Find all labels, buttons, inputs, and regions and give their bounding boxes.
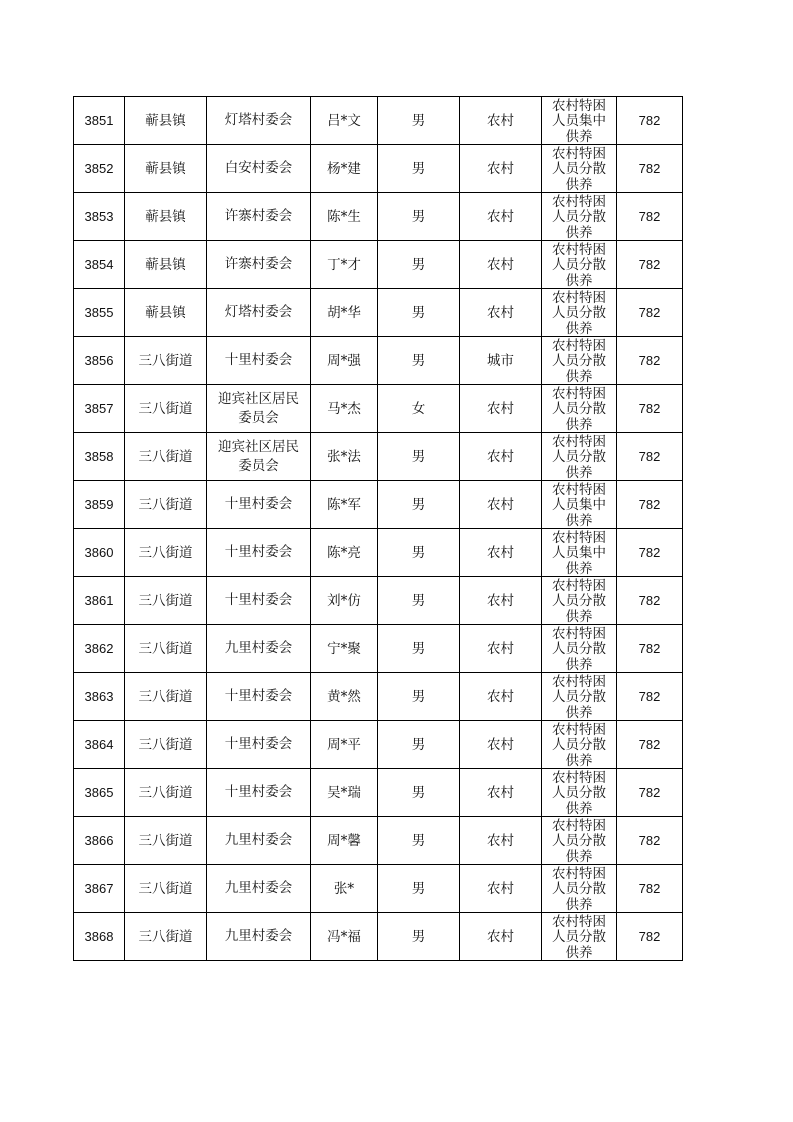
cell-type-text: 农村特困人员分散供养 [552,241,606,288]
cell-town: 三八街道 [125,337,207,385]
cell-gender: 男 [378,481,460,529]
records-table [73,96,683,961]
cell-village [207,193,311,241]
cell-gender: 男 [378,97,460,145]
cell-amount: 782 [617,433,683,481]
cell-amount: 782 [617,481,683,529]
table-row [74,193,683,241]
cell-village-text: 灯塔村委会 [224,304,293,320]
cell-area: 农村 [460,769,542,817]
cell-gender: 男 [378,913,460,961]
table-row [74,769,683,817]
table-row [74,481,683,529]
cell-id: 3864 [74,721,125,769]
cell-village-text: 十里村委会 [224,592,293,608]
cell-type-text: 农村特困人员分散供养 [552,145,606,192]
cell-gender: 男 [378,193,460,241]
cell-village [207,481,311,529]
cell-village [207,817,311,865]
cell-type-text: 农村特困人员分散供养 [552,625,606,672]
cell-gender: 男 [378,721,460,769]
cell-amount: 782 [617,385,683,433]
cell-name: 张* [311,865,378,913]
cell-village-text: 九里村委会 [224,880,293,896]
table-body [74,97,683,961]
cell-amount: 782 [617,577,683,625]
cell-name: 周*强 [311,337,378,385]
cell-gender: 女 [378,385,460,433]
cell-village [207,721,311,769]
cell-village [207,433,311,481]
cell-amount: 782 [617,193,683,241]
cell-village [207,337,311,385]
cell-village [207,97,311,145]
table-row [74,913,683,961]
cell-village-text: 白安村委会 [224,160,293,176]
cell-area: 农村 [460,193,542,241]
table-row [74,97,683,145]
cell-type-text: 农村特困人员分散供养 [552,673,606,720]
cell-gender: 男 [378,817,460,865]
cell-village-text: 灯塔村委会 [224,112,293,128]
cell-gender: 男 [378,625,460,673]
cell-type [542,433,617,481]
cell-village [207,289,311,337]
cell-name: 宁*聚 [311,625,378,673]
cell-area: 农村 [460,673,542,721]
cell-id: 3855 [74,289,125,337]
table-row [74,433,683,481]
cell-gender: 男 [378,337,460,385]
cell-town: 三八街道 [125,817,207,865]
cell-amount: 782 [617,289,683,337]
cell-town: 三八街道 [125,529,207,577]
cell-type-text: 农村特困人员分散供养 [552,337,606,384]
cell-village [207,913,311,961]
cell-type-text: 农村特困人员分散供养 [552,721,606,768]
cell-amount: 782 [617,337,683,385]
cell-gender: 男 [378,241,460,289]
cell-type [542,289,617,337]
cell-type-text: 农村特困人员分散供养 [552,289,606,336]
cell-type [542,769,617,817]
cell-area: 农村 [460,529,542,577]
table-row [74,817,683,865]
cell-village [207,625,311,673]
cell-amount: 782 [617,529,683,577]
cell-town: 蕲县镇 [125,193,207,241]
cell-town: 三八街道 [125,721,207,769]
cell-id: 3860 [74,529,125,577]
table-row [74,529,683,577]
cell-id: 3856 [74,337,125,385]
cell-town: 蕲县镇 [125,145,207,193]
cell-gender: 男 [378,865,460,913]
cell-town: 三八街道 [125,913,207,961]
table-row [74,721,683,769]
cell-area: 农村 [460,721,542,769]
cell-type-text: 农村特困人员分散供养 [552,913,606,960]
cell-village-text: 十里村委会 [224,352,293,368]
table-row [74,337,683,385]
cell-type-text: 农村特困人员分散供养 [552,433,606,480]
cell-village-text: 九里村委会 [224,832,293,848]
cell-id: 3854 [74,241,125,289]
cell-town: 三八街道 [125,865,207,913]
table-row [74,145,683,193]
table-row [74,673,683,721]
cell-amount: 782 [617,865,683,913]
cell-name: 胡*华 [311,289,378,337]
cell-name: 杨*建 [311,145,378,193]
cell-id: 3865 [74,769,125,817]
table-row [74,289,683,337]
table-row [74,865,683,913]
cell-id: 3852 [74,145,125,193]
cell-gender: 男 [378,289,460,337]
table-row [74,241,683,289]
cell-village-text: 十里村委会 [224,784,293,800]
cell-type [542,865,617,913]
cell-id: 3866 [74,817,125,865]
cell-gender: 男 [378,433,460,481]
cell-village [207,769,311,817]
cell-town: 三八街道 [125,673,207,721]
cell-type [542,529,617,577]
cell-town: 三八街道 [125,577,207,625]
cell-town: 蕲县镇 [125,289,207,337]
cell-name: 陈*亮 [311,529,378,577]
cell-type [542,337,617,385]
cell-id: 3868 [74,913,125,961]
cell-area: 农村 [460,577,542,625]
cell-name: 丁*才 [311,241,378,289]
cell-type [542,481,617,529]
cell-area: 农村 [460,241,542,289]
cell-area: 农村 [460,625,542,673]
cell-village [207,241,311,289]
cell-type-text: 农村特困人员集中供养 [552,529,606,576]
cell-type [542,193,617,241]
cell-id: 3867 [74,865,125,913]
cell-village [207,145,311,193]
cell-name: 张*法 [311,433,378,481]
cell-amount: 782 [617,769,683,817]
cell-name: 陈*生 [311,193,378,241]
cell-area: 农村 [460,289,542,337]
cell-type [542,385,617,433]
cell-amount: 782 [617,625,683,673]
cell-area: 农村 [460,145,542,193]
cell-village-text: 九里村委会 [224,640,293,656]
table-row [74,625,683,673]
cell-gender: 男 [378,769,460,817]
cell-area: 农村 [460,97,542,145]
cell-name: 吴*瑞 [311,769,378,817]
cell-gender: 男 [378,577,460,625]
cell-id: 3858 [74,433,125,481]
cell-name: 马*杰 [311,385,378,433]
cell-village-text: 许寨村委会 [224,256,293,272]
cell-town: 蕲县镇 [125,241,207,289]
cell-area: 农村 [460,865,542,913]
cell-town: 蕲县镇 [125,97,207,145]
cell-area: 农村 [460,433,542,481]
cell-gender: 男 [378,145,460,193]
cell-type [542,625,617,673]
cell-town: 三八街道 [125,625,207,673]
cell-village-text: 十里村委会 [224,544,293,560]
cell-amount: 782 [617,673,683,721]
cell-type [542,577,617,625]
cell-amount: 782 [617,145,683,193]
cell-village [207,385,311,433]
cell-village-text: 九里村委会 [224,928,293,944]
cell-gender: 男 [378,529,460,577]
cell-village-text: 迎宾社区居民委员会 [218,390,299,426]
cell-town: 三八街道 [125,769,207,817]
cell-village [207,529,311,577]
cell-amount: 782 [617,817,683,865]
cell-amount: 782 [617,913,683,961]
cell-id: 3857 [74,385,125,433]
cell-id: 3851 [74,97,125,145]
cell-area: 农村 [460,481,542,529]
cell-village-text: 十里村委会 [224,736,293,752]
cell-town: 三八街道 [125,385,207,433]
cell-amount: 782 [617,721,683,769]
cell-type-text: 农村特困人员集中供养 [552,481,606,528]
cell-village-text: 迎宾社区居民委员会 [218,438,299,474]
cell-name: 吕*文 [311,97,378,145]
cell-type-text: 农村特困人员分散供养 [552,193,606,240]
cell-type-text: 农村特困人员分散供养 [552,769,606,816]
cell-id: 3853 [74,193,125,241]
cell-town: 三八街道 [125,433,207,481]
cell-town: 三八街道 [125,481,207,529]
cell-name: 刘*仿 [311,577,378,625]
cell-area: 农村 [460,913,542,961]
cell-type [542,145,617,193]
cell-village-text: 许寨村委会 [224,208,293,224]
cell-village-text: 十里村委会 [224,496,293,512]
cell-name: 黄*然 [311,673,378,721]
cell-name: 周*馨 [311,817,378,865]
cell-area: 城市 [460,337,542,385]
cell-area: 农村 [460,385,542,433]
cell-village [207,577,311,625]
cell-type-text: 农村特困人员分散供养 [552,385,606,432]
cell-id: 3859 [74,481,125,529]
cell-type [542,721,617,769]
cell-name: 陈*军 [311,481,378,529]
cell-name: 周*平 [311,721,378,769]
cell-gender: 男 [378,673,460,721]
cell-type-text: 农村特困人员分散供养 [552,817,606,864]
cell-type [542,817,617,865]
cell-amount: 782 [617,241,683,289]
cell-type [542,97,617,145]
cell-type [542,241,617,289]
cell-type-text: 农村特困人员分散供养 [552,577,606,624]
cell-village [207,673,311,721]
cell-area: 农村 [460,817,542,865]
cell-village-text: 十里村委会 [224,688,293,704]
table-row [74,385,683,433]
cell-id: 3861 [74,577,125,625]
table-row [74,577,683,625]
cell-type-text: 农村特困人员集中供养 [552,97,606,144]
cell-village [207,865,311,913]
cell-amount: 782 [617,97,683,145]
cell-id: 3863 [74,673,125,721]
cell-id: 3862 [74,625,125,673]
cell-type [542,913,617,961]
cell-type [542,673,617,721]
cell-name: 冯*福 [311,913,378,961]
cell-type-text: 农村特困人员分散供养 [552,865,606,912]
